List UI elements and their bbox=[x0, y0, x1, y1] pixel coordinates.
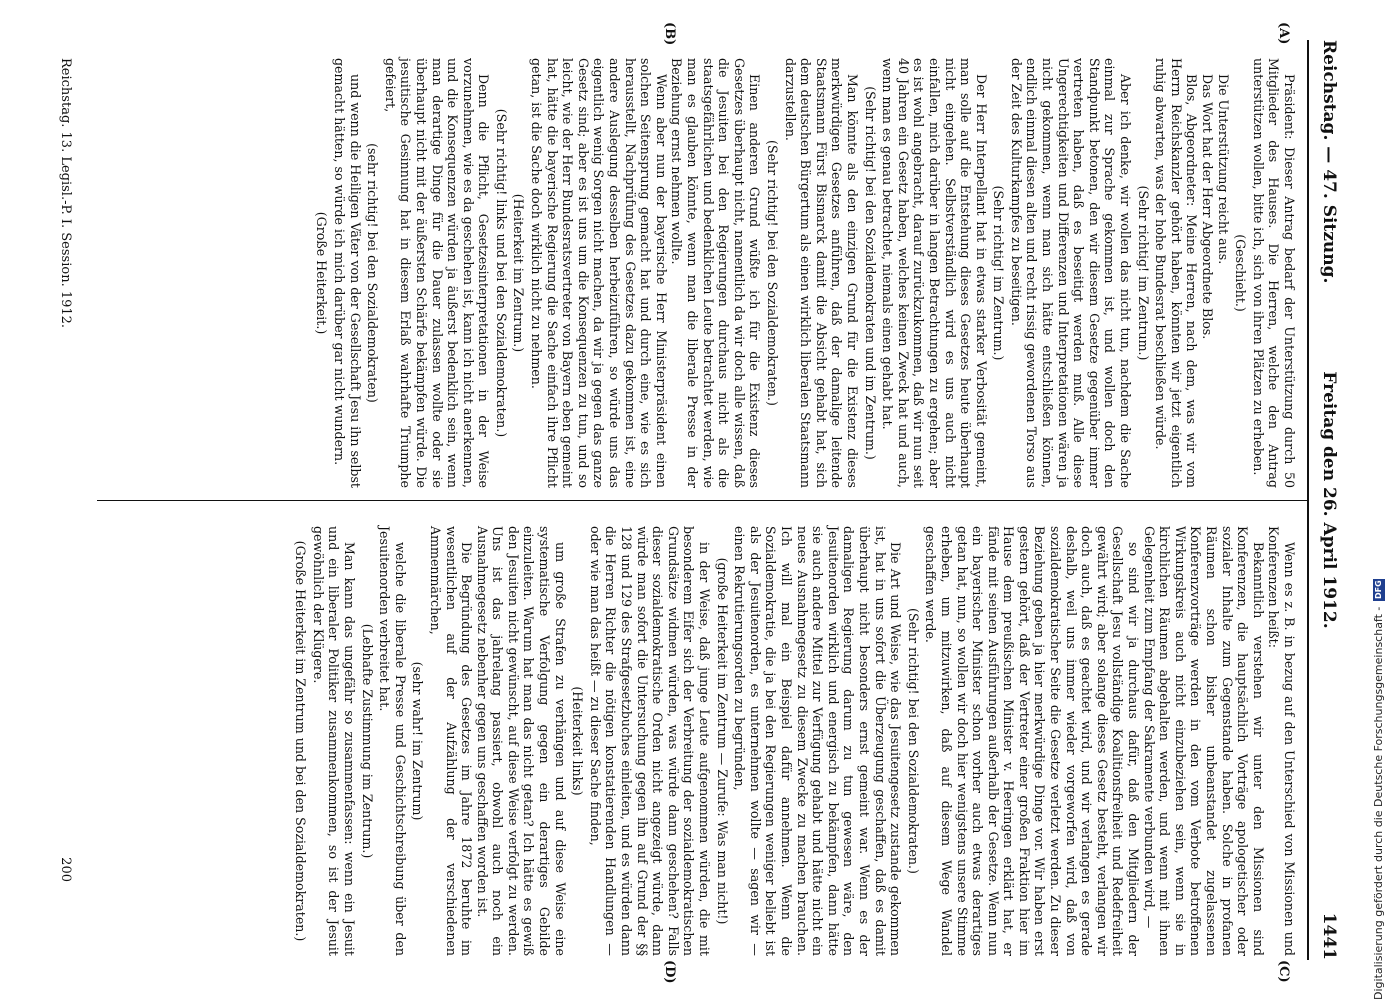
right-column-paragraph: um große Strafen zu verhängen und auf diese Weise eine systematische Verfolgung gegen ein derartiges Gebilde einzuleiten. Warum hat man das nicht getan? Ich hätte es gewiß den Jesuiten nicht gewünscht, auf diese Weise verfolgt zu werden. Uns ist das jahrelang passiert, obwohl auch noch ein Ausnahmegesetz nebenher gegen uns geschaffen worden ist. bbox=[474, 526, 568, 956]
left-column-interjection: (Große Heiterkeit.) bbox=[314, 211, 330, 335]
margin-mark-c: (C) bbox=[1276, 960, 1291, 983]
left-column-interjection: (Sehr richtig! im Zentrum.) bbox=[1135, 185, 1151, 361]
left-column-paragraph: Das Wort hat der Herr Abgeordnete Blos. bbox=[1200, 74, 1216, 340]
credit-text: Digitalisierung gefördert durch die Deutsche Forschungsgemeinschaft - bbox=[1372, 606, 1385, 1000]
left-column-interjection: (Heiterkeit im Zentrum.) bbox=[511, 193, 527, 353]
page-number: 1441 bbox=[1319, 912, 1339, 960]
right-column-paragraph: Man kann das ungefähr so zusammenfassen: wenn ein Jesuit und ein liberaler Politiker zusammenkommen, so ist der Jesuit gewöhnlich der Klügere. bbox=[310, 526, 357, 956]
right-column-paragraph: Die Art und Weise, wie das Jesuitengesetz zustande gekommen ist, hat in uns sofort die Überzeugung geschaffen, daß es damit überhaupt nicht besonders ernst gemeint war. Wenn es der damaligen Regierung darum zu tun gewesen wäre, den Jesuitenorden wirklich und energisch zu bekämpfen, dann hätte sie auch andere Mittel zur Verfügung gehabt und hätte nicht ein neues Ausnahmegesetz zu diesem Zwecke zu machen brauchen. Ich will mal ein Beispiel dafür annehmen. Wenn die Sozialdemokratie, die ja bei den Regierungen weniger beliebt ist als der Jesuitenorden, es unternehmen wollte — sagen wir — einen Rekrutierungsorden zu begründen, bbox=[732, 526, 904, 956]
right-column bbox=[291, 526, 1297, 956]
right-column-interjection: (große Heiterkeit im Zentrum — Zurufe: Was man nicht!) bbox=[714, 557, 730, 925]
page-header bbox=[1311, 40, 1339, 960]
header-left: Reichstag. — 47. Sitzung. bbox=[1319, 40, 1339, 284]
left-column-interjection: (Sehr richtig! links und bei den Sozialdemokraten.) bbox=[493, 108, 509, 438]
left-column-paragraph: Aber ich denke, wir wollen das nicht tun, nachdem die Sache einmal zur Sprache gekommen ist, und wollen doch den Standpunkt betonen, den wir diesem Gesetze gegenüber immer vertreten haben, daß es beseitigt werden muß. Alle diese Ungerechtigkeiten und Differenzen und Interpretationen wären ja nicht gekommen, wenn man sich hätte entschließen können, endlich einmal diesen alten und recht rissig gewordenen Torso aus der Zeit des Kulturkampfes zu beseitigen. bbox=[1008, 58, 1134, 488]
margin-mark-b: (B) bbox=[662, 22, 677, 46]
left-column-interjection: (Sehr richtig! bei den Sozialdemokraten und im Zentrum.) bbox=[862, 86, 878, 460]
left-column-paragraph: Denn die Pflicht, Gesetzesinterpretationen in der Weise vorzunehmen, wie es da geschehen ist, kann ich nicht anerkennen, und die Konsequenzen würden ja äußerst bedenklich sein, wenn man derartige Dinge für die Dauer zulassen wollte oder sie überhaupt nicht mit der äußersten Schärfe bekämpfen würde. Die jesuitische Gesinnung hat in diesem Erlaß wahrhafte Triumphe gefeiert, bbox=[382, 58, 492, 488]
margin-mark-d: (D) bbox=[662, 960, 677, 984]
left-column-paragraph: Man könnte als den einzigen Grund für die Existenz dieses merkwürdigen Gesetzes anführen, daß der damalige leitende Staatsmann Fürst Bismarck damit die Absicht gehabt hat, sich dem deutschen Bürgertum als einen wirklich liberalen Staatsmann darzustellen. bbox=[782, 58, 860, 488]
left-column-paragraph: Die Unterstützung reicht aus. bbox=[1215, 74, 1231, 265]
header-rule bbox=[1307, 40, 1309, 960]
left-column-interjection: (sehr richtig! bei den Sozialdemokraten) bbox=[365, 143, 381, 403]
right-column-interjection: (sehr wahr! im Zentrum) bbox=[410, 661, 426, 821]
left-column-paragraph: Präsident: Dieser Antrag bedarf der Unterstützung durch 50 Mitglieder des Hauses. Die Herren, welche den Antrag unterstützen wollen, bitte ich, sich von ihren Plätzen zu erheben. bbox=[1250, 58, 1297, 488]
left-column-interjection: (Sehr richtig! bei den Sozialdemokraten.) bbox=[765, 140, 780, 406]
right-column-paragraph: so sind wir ja durchaus dafür, daß den Mitgliedern der Gesellschaft Jesu vollständige Koalitionsfreiheit und Redefreiheit gewährt wird; aber solange dieses Gesetz besteht, verlangen wir doch auch, daß es geachtet wird, und wir verlangen es gerade deshalb, weil uns immer wieder vorgeworfen wird, daß von sozialdemokratischer Seite die Gesetze verletzt werden. Zu dieser Beziehung geben ja hier merkwürdige Dinge vor. Wir haben erst gestern gehört, daß der Vertreter einer großen Fraktion hier im Hause dem preußischen Minister v. Heeringen erklärt hat, er fände mit seinen Ausführungen außerhalb der Gesetze. Wenn nun ein bayerischer Minister schon vorher auch etwas derartiges getan hat, nun, so wollen wir doch hier wenigstens unsere Stimme erheben, um mitzuwirken, daß auf diesem Wege Wandel geschaffen werde. bbox=[923, 526, 1142, 956]
left-column bbox=[312, 58, 1297, 488]
right-column-paragraph: Die Begründung des Gesetzes im Jahre 1872 beruhte im wesentlichen auf der Aufzählung der verschiedenen Ammenmärchen, bbox=[427, 526, 475, 956]
digitization-credit bbox=[1372, 579, 1385, 1000]
right-column-interjection: (Lebhafte Zustimmung im Zentrum.) bbox=[359, 623, 375, 859]
column-divider bbox=[97, 500, 1307, 501]
left-column-paragraph: Blos, Abgeordneter: Meine Herren, nach dem, was wir vom Herrn Reichskanzler gehört haben, könnten wir jetzt eigentlich ruhig abwarten, was der hohe Bundesrat beschließen würde. bbox=[1153, 58, 1200, 488]
left-column-paragraph: und wenn die Heiligen Väter von der Gesellschaft Jesu ihn selbst gemacht hätten, so würde ich mich darüber gar nicht wundern. bbox=[331, 58, 363, 488]
left-column-paragraph: Wenn aber nun der bayerische Herr Ministerpräsident einen solchen Seitensprung gemacht hat und durch eine, wie es sich herausstellt, Nachprüfung des Gesetzes dazu gekommen ist, eine andere Auslegung desselben herbeizuführen, so würde uns das eigentlich wenig Sorgen nicht machen, da wir ja gegen das ganze Gesetz sind; aber es ist uns um die Konsequenzen zu tun, und so leicht, wie der Herr Bundesratsvertreter von Bayern eben gemeint hat, hätte die bayerische Regierung die Sache einfach ihre Pflicht getan, ist die Sache doch wirklich nicht zu nehmen. bbox=[529, 58, 669, 488]
left-column-interjection: (Geschieht.) bbox=[1233, 234, 1249, 312]
right-column-interjection: (Große Heiterkeit im Zentrum und bei den Sozialdemokraten.) bbox=[293, 540, 309, 942]
left-column-interjection: (Sehr richtig! im Zentrum.) bbox=[991, 185, 1007, 361]
right-column-interjection: (Sehr richtig! bei den Sozialdemokraten.) bbox=[905, 608, 921, 874]
right-column-interjection: (Heiterkeit links) bbox=[570, 686, 586, 796]
left-column-paragraph: Einen anderen Grund wüßte ich für die Existenz dieses Gesetzes überhaupt nicht, namentlich da wir doch alle wissen, daß die Jesuiten bei den Regierungen durchaus nicht als die staatsgefährlichen und bedenklichen Leute betrachtet werden, wie man es glauben könnte, wenn man die liberale Presse in der Beziehung ernst nehmen wollte. bbox=[669, 58, 763, 488]
margin-mark-a: (A) bbox=[1276, 22, 1291, 45]
dfg-logo: DFG bbox=[1373, 580, 1383, 599]
right-column-paragraph: in der Weise, daß junge Leute aufgenommen würden, die mit besonderem Eifer sich der Verbreitung der sozialdemokratischen Grundsätze widmen würden, was würde dann geschehen? Falls dieser sozialdemokratische Orden nicht angezeigt würde, dann würde man sofort die Untersuchung gegen ihn auf Grund der §§ 128 und 129 des Strafgesetzbuches einleiten, und es würden dann die Herren Richter die nötigen konstatierenden Handlungen — oder wie man das heißt — zu dieser Sache finden, bbox=[587, 526, 713, 956]
right-column-paragraph: welche die liberale Presse und Geschichtschreibung über den Jesuitenorden verbreitet hat. bbox=[377, 526, 408, 956]
left-column-paragraph: Der Herr Interpellant hat in etwas starker Verbosität gemeint, man solle auf die Entstehung dieses Gesetzes heute überhaupt nicht eingehen. Selbstverständlich wird es uns auch nicht einfallen, mich darüber in langen Betrachtungen zu ergehen; aber es ist wohl angebracht, darauf zurückzukommen, daß wir nun seit 40 Jahren ein Gesetz haben, welches keinen Zweck hat und auch, wenn man es genau betrachtet, niemals einen gehabt hat. bbox=[880, 58, 989, 488]
right-column-paragraph: Bekanntlich verstehen wir unter den Missionen sind Konferenzen, die hauptsächlich Vorträge apologetischer oder sozialer Inhalte zum Gegenstande haben. Solche in profanen Räumen schon bisher unbeanstandet zugelassenen Konferenzvorträge werden in den vom Verbote betroffenen Wirkungskreis auch nicht einzubeziehen sein, wenn sie in kirchlichen Räumen abgehalten werden, und wenn mit ihnen Gelegenheit zum Empfang der Sakramente verbunden wird, — bbox=[1141, 526, 1266, 956]
footer-citation: Reichstag. 13. Legisl.-P. I. Session. 1912. bbox=[58, 58, 73, 329]
header-date: Freitag den 26. April 1912. bbox=[1319, 371, 1339, 629]
right-column-paragraph: Wenn es z. B. in bezug auf den Unterschied von Missionen und Konferenzen heißt: bbox=[1266, 526, 1297, 956]
footer-sheet-number: 200 bbox=[58, 857, 73, 882]
